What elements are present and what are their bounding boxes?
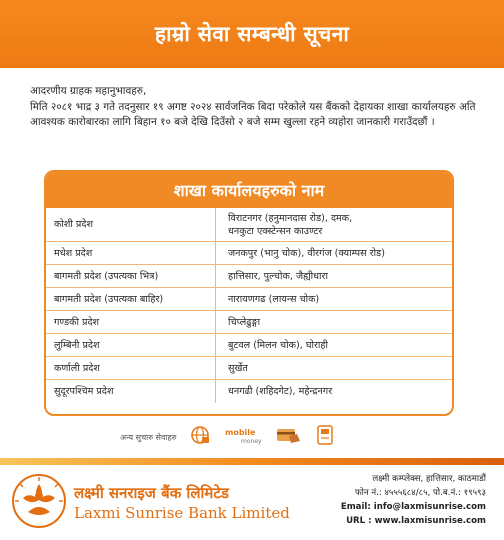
province-cell: गण्डकी प्रदेश bbox=[46, 311, 216, 333]
footer-stripe bbox=[0, 458, 504, 465]
branch-line: धनकुटा एक्स्टेन्सन काउण्टर bbox=[228, 225, 323, 237]
table-row bbox=[46, 380, 452, 403]
notice-salutation: आदरणीय ग्राहक महानुभावहरु, bbox=[30, 85, 147, 97]
province-cell: लुम्बिनी प्रदेश bbox=[46, 334, 216, 356]
branch-line: चिप्लेढुङ्गा bbox=[228, 316, 261, 328]
branch-cell bbox=[216, 380, 452, 403]
table-row bbox=[46, 242, 452, 265]
branch-line: विराटनगर (हनुमानदास रोड), दमक, bbox=[228, 212, 353, 224]
branch-cell bbox=[216, 265, 452, 287]
branch-cell bbox=[216, 311, 452, 333]
contact-url: URL : www.laxmisunrise.com bbox=[346, 516, 486, 526]
mobile-money-sub: money bbox=[240, 438, 262, 445]
mobile-money-icon bbox=[223, 424, 263, 450]
province-cell: कर्णाली प्रदेश bbox=[46, 357, 216, 379]
branch-cell bbox=[216, 288, 452, 310]
table-row bbox=[46, 311, 452, 334]
branch-cell bbox=[216, 357, 452, 379]
branch-line: सुर्खेत bbox=[228, 362, 248, 374]
branch-table bbox=[46, 208, 452, 403]
notice-body bbox=[30, 84, 482, 131]
mobile-money-word: mobile bbox=[224, 428, 255, 437]
contact-address: लक्ष्मी कम्प्लेक्स, हात्तिसार, काठमाडौं bbox=[372, 474, 486, 484]
atm-icon bbox=[315, 424, 335, 450]
other-services-label: अन्य सुचारु सेवाहरु bbox=[120, 432, 177, 442]
bank-logo bbox=[10, 470, 290, 536]
branch-line: जनकपुर (भानु चोक), वीरगंज (क्याम्पस रोड) bbox=[228, 247, 385, 259]
card-icon bbox=[275, 424, 303, 450]
province-cell: बागमती प्रदेश (उपत्यका बाहिर) bbox=[46, 288, 216, 310]
contact-phone: फोन नं.: ४५५५६८४/८५, पो.ब.नं.: १९५९३ bbox=[354, 488, 486, 498]
notice-paragraph: मिति २०८१ भाद्र ३ गते तदनुसार १९ अगष्ट २०२४ सार्वजनिक बिदा परेकोले यस बैंकको देहायका शाखा कार्यालयहरु अति आवश्यक कारोबारका लागि बिहान १० बजे देखि दिउँसो २ बजे सम्म खुल्ला रहने व्यहोरा जानकारी गराउँदछौं । bbox=[30, 100, 476, 128]
branch-cell bbox=[216, 242, 452, 264]
branch-line: धनगढी (शहिदगेट), महेन्द्रनगर bbox=[228, 386, 333, 397]
province-cell: बागमती प्रदेश (उपत्यका भित्र) bbox=[46, 265, 216, 287]
province-cell: कोशी प्रदेश bbox=[46, 208, 216, 241]
branch-table-card bbox=[44, 170, 454, 416]
branch-line: हात्तिसार, पुल्चोक, जैह्यीधारा bbox=[228, 270, 328, 282]
table-row bbox=[46, 265, 452, 288]
branch-cell bbox=[216, 208, 452, 241]
internet-banking-icon bbox=[189, 424, 211, 450]
bank-name-english: Laxmi Sunrise Bank Limited bbox=[74, 504, 290, 522]
province-cell: मधेश प्रदेश bbox=[46, 242, 216, 264]
table-row bbox=[46, 288, 452, 311]
notice-banner bbox=[0, 0, 504, 68]
province-cell: सुदूरपश्चिम प्रदेश bbox=[46, 380, 216, 403]
lotus-emblem-icon bbox=[10, 472, 68, 534]
table-row bbox=[46, 334, 452, 357]
branch-table-heading: शाखा कार्यालयहरुको नाम bbox=[46, 172, 452, 208]
bank-name-nepali: लक्ष्मी सनराइज बैंक लिमिटेड bbox=[74, 484, 229, 502]
banner-title: हाम्रो सेवा सम्बन्धी सूचना bbox=[154, 22, 350, 46]
contact-block bbox=[286, 472, 486, 528]
other-services bbox=[120, 422, 380, 452]
banner-divider bbox=[0, 68, 504, 71]
branch-line: नारायणगढ (लायन्स चोक) bbox=[228, 293, 320, 305]
table-row bbox=[46, 208, 452, 242]
table-row bbox=[46, 357, 452, 380]
contact-email: Email: info@laxmisunrise.com bbox=[340, 502, 486, 512]
branch-line: बुटवल (मिलन चोक), घोराही bbox=[228, 339, 328, 351]
branch-cell bbox=[216, 334, 452, 356]
